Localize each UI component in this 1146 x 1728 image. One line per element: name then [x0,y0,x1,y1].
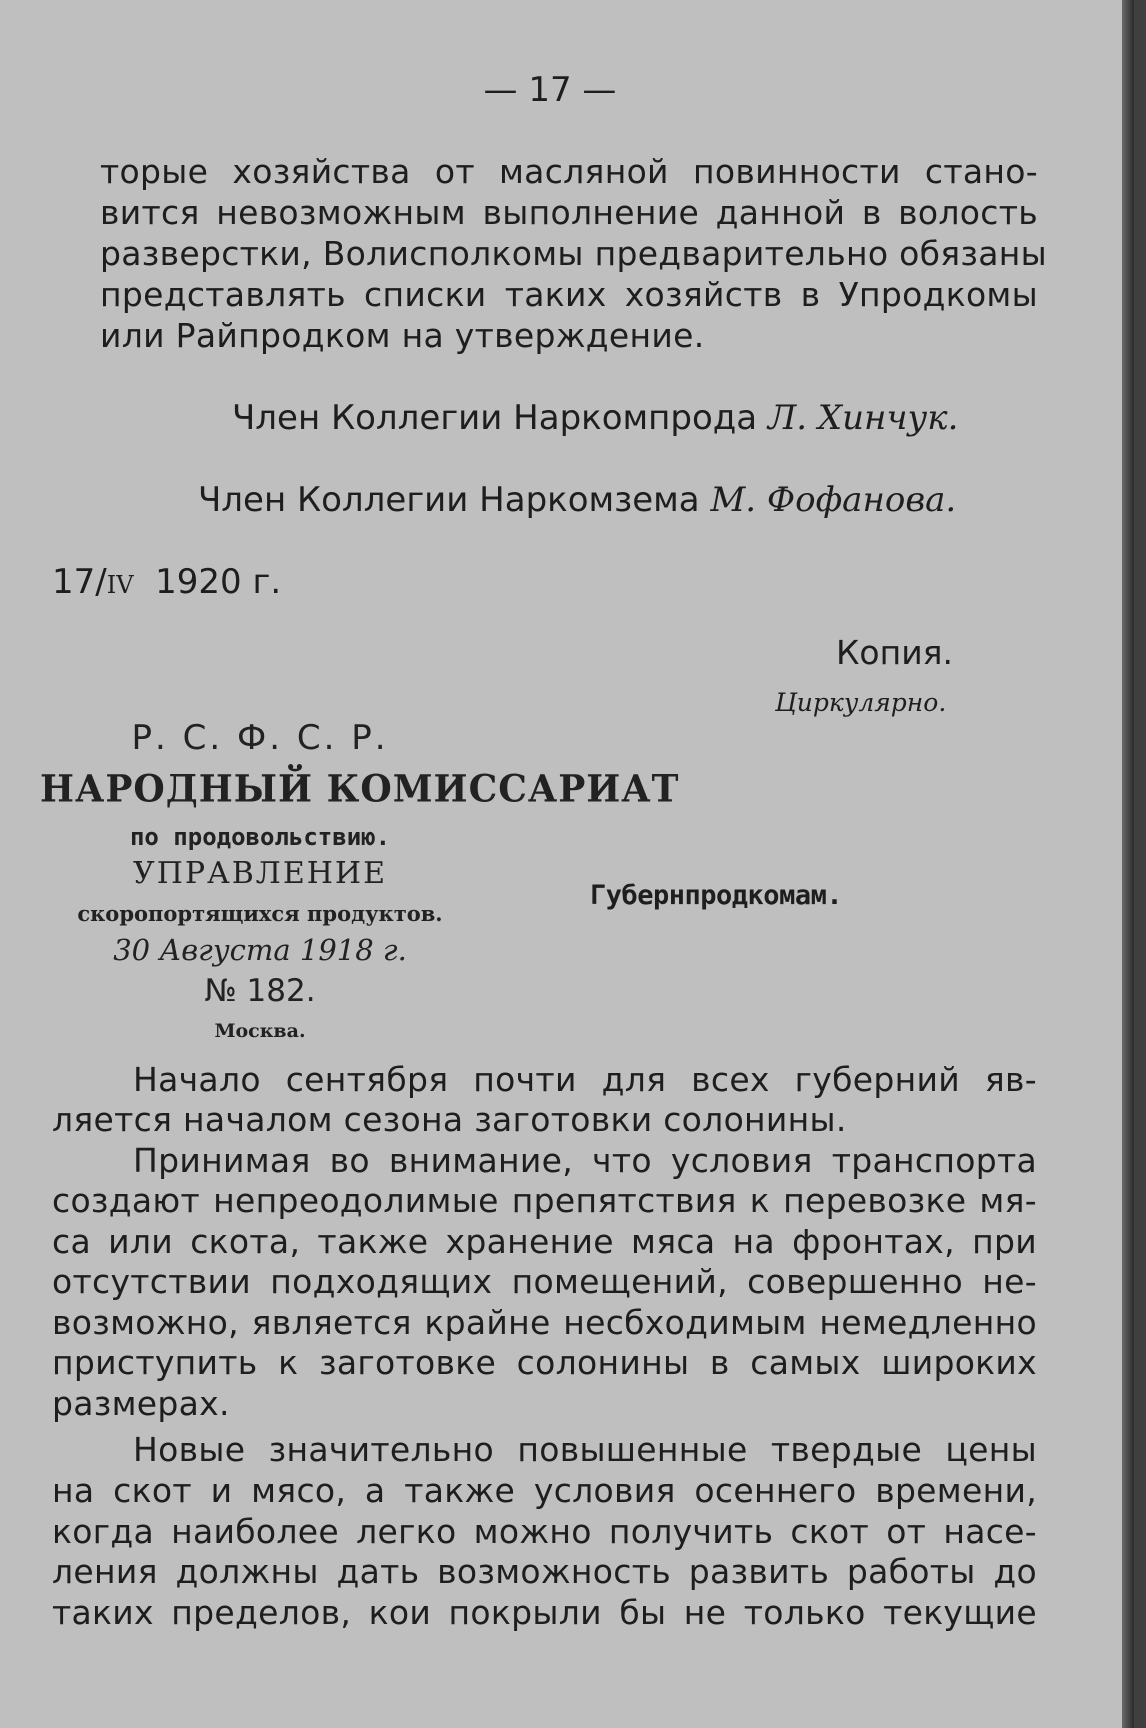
text-line: размерах. [52,1384,230,1423]
letterhead-food: по продовольствию. [129,823,391,851]
signature-name: М. Фофанова. [710,480,957,520]
text-line: Начало сентября почти для всех губерний яв- [133,1060,1037,1099]
letterhead-city: Москва. [214,1020,306,1042]
text-line: ления должны дать возможность развить работы до [52,1552,1037,1591]
letterhead-rsfsr: Р. С. Ф. С. Р. [131,718,389,758]
letterhead-date: 30 Августа 1918 г. [113,933,407,967]
text-line: возможно, является крайне несбходимым немедленно [52,1303,1037,1342]
document-date: 17/IV 1920 г. [52,562,282,602]
text-line: са или скота, также хранение мяса на фронтах, при [52,1222,1037,1261]
addressee: Губернпродкомам. [590,880,843,911]
text-line: Новые значительно повышенные твердые цены [133,1430,1037,1469]
page-number: — 17 — [483,70,617,110]
signature-name: Л. Хинчук. [767,398,959,438]
text-line: Принимая во внимание, что условия транспорта [133,1141,1037,1180]
signature-line [198,480,956,520]
text-line: отсутствии подходящих помещений, совершенно не- [52,1262,1037,1301]
text-line: на скот и мясо, а также условия осеннего времени, [52,1471,1037,1510]
circular-mark: Циркулярно. [775,688,947,717]
signature-line [232,398,958,438]
copy-mark: Копия. [836,633,953,672]
text-line: приступить к заготовке солонины в самых широких [52,1343,1037,1382]
letterhead-administration: УПРАВЛЕНИЕ [133,856,387,891]
text-line: торые хозяйства от масляной повинности стано- [100,152,1038,191]
text-line: разверстки, Волисполкомы предварительно обязаны [100,234,1047,273]
signature-title: Член Коллегии Наркомзема [198,480,700,520]
text-line: или Райпродком на утверждение. [100,316,705,355]
text-line: вится невозможным выполнение данной в волость [100,193,1038,232]
text-line: представлять списки таких хозяйств в Упродкомы [100,275,1038,314]
text-line: когда наиболее легко можно получить скот от насе- [52,1512,1037,1551]
text-line: ляется началом сезона заготовки солонины. [52,1100,847,1139]
signature-title: Член Коллегии Наркомпрода [232,398,758,438]
text-line: создают непреодолимые препятствия к перевозке мя- [52,1181,1037,1220]
letterhead-number: № 182. [204,973,316,1009]
text-line: таких пределов, кои покрыли бы не только текущие [52,1593,1037,1632]
letterhead-perishables: скоропортящихся продуктов. [77,901,443,926]
letterhead-commissariat: НАРОДНЫЙ КОМИССАРИАТ [40,766,680,812]
page-edge-shadow [1122,0,1134,1728]
